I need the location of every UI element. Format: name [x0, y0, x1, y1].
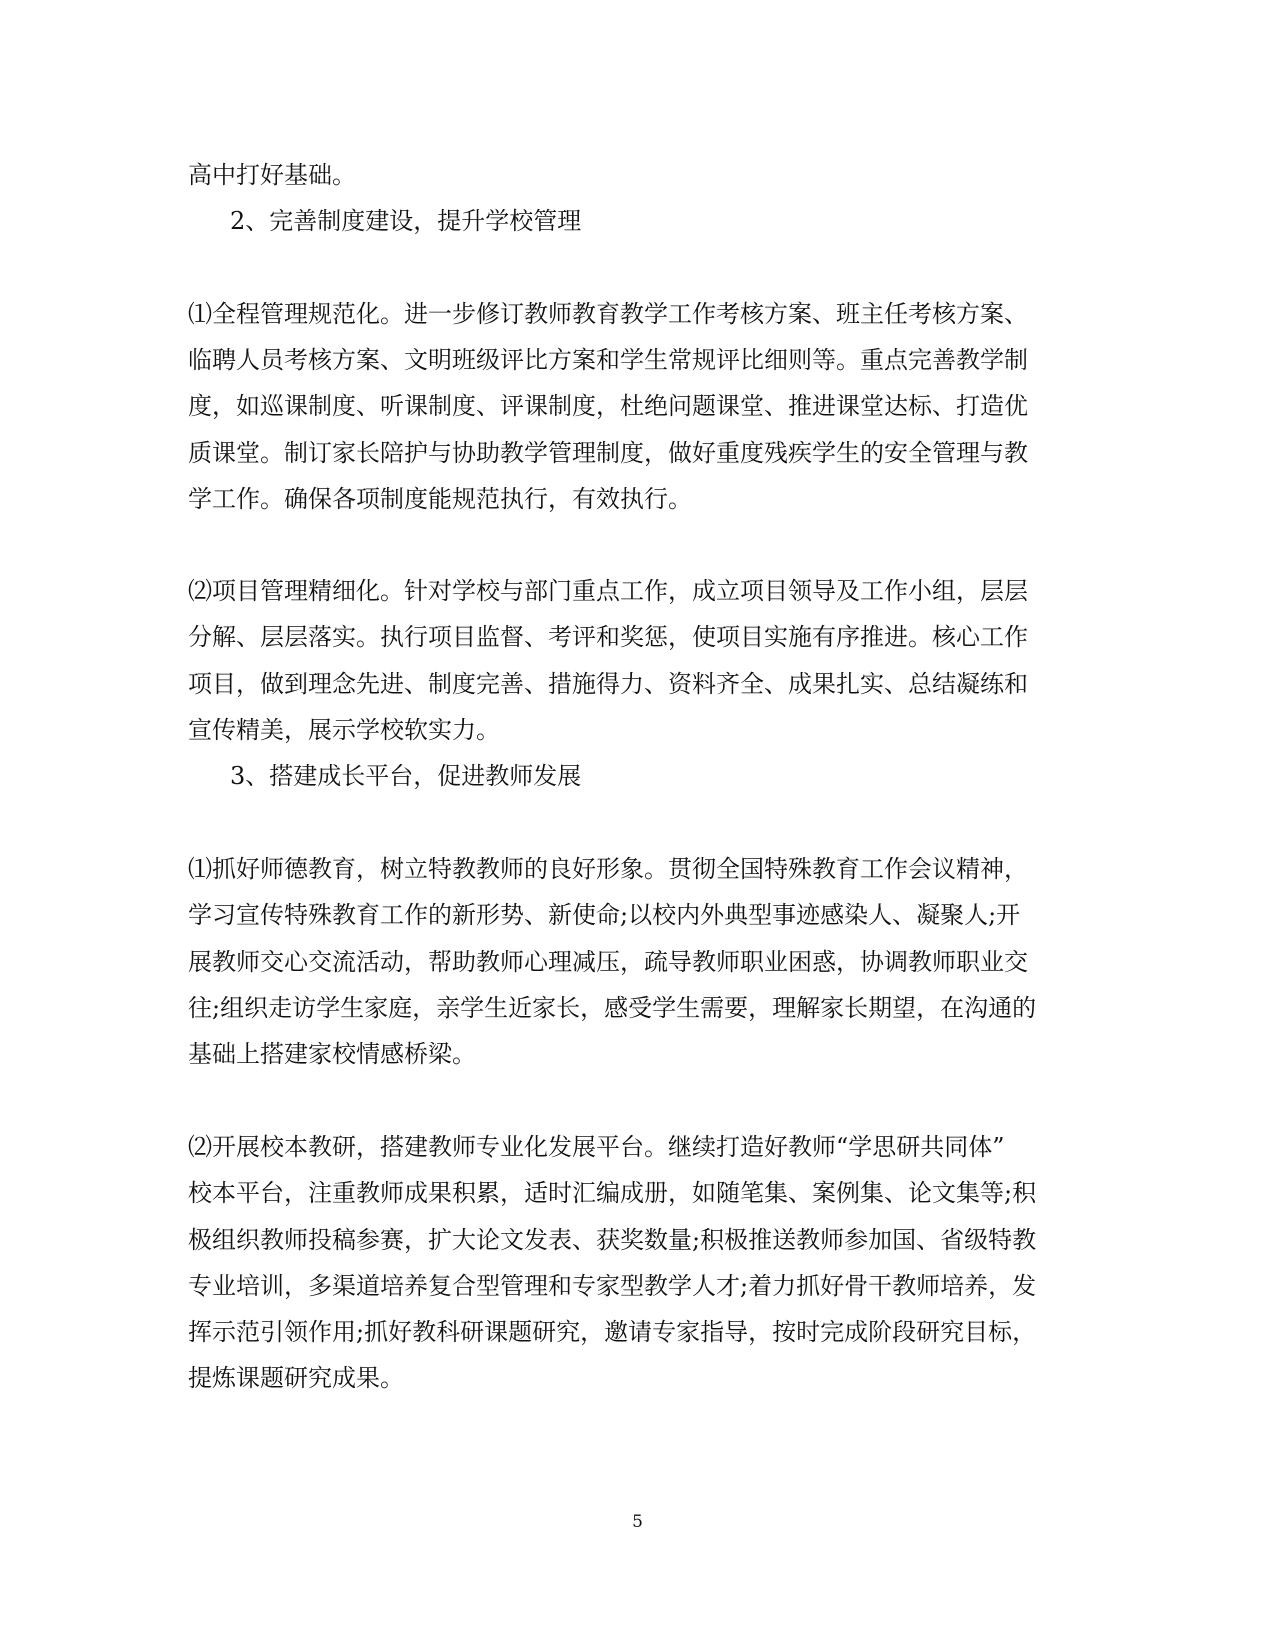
text-line: 质课堂。制订家长陪护与协助教学管理制度，做好重度残疾学生的安全管理与教	[188, 439, 1028, 467]
text-line: 挥示范引领作用;抓好教科研课题研究，邀请专家指导，按时完成阶段研究目标，	[188, 1318, 1037, 1346]
text-line: ⑴全程管理规范化。进一步修订教师教育教学工作考核方案、班主任考核方案、	[188, 300, 1028, 328]
text-line: 展教师交心交流活动，帮助教师心理减压，疏导教师职业困惑，协调教师职业交	[188, 948, 1028, 976]
section-heading: 3、搭建成长平台，促进教师发展	[230, 762, 582, 790]
text-line: 提炼课题研究成果。	[188, 1364, 404, 1392]
text-line: 度，如巡课制度、听课制度、评课制度，杜绝问题课堂、推进课堂达标、打造优	[188, 392, 1028, 420]
text-line: 极组织教师投稿参赛，扩大论文发表、获奖数量;积极推送教师参加国、省级特教	[188, 1226, 1037, 1254]
text-line: ⑵项目管理精细化。针对学校与部门重点工作，成立项目领导及工作小组，层层	[188, 577, 1028, 605]
text-line: 宣传精美，展示学校软实力。	[188, 716, 500, 744]
text-line: ⑴抓好师德教育，树立特教教师的良好形象。贯彻全国特殊教育工作会议精神，	[188, 855, 1028, 883]
text-line: 分解、层层落实。执行项目监督、考评和奖惩，使项目实施有序推进。核心工作	[188, 623, 1028, 651]
text-line: 学工作。确保各项制度能规范执行，有效执行。	[188, 485, 692, 513]
section-heading: 2、完善制度建设，提升学校管理	[230, 207, 582, 235]
text-line: 高中打好基础。	[188, 161, 356, 189]
text-line: 往;组织走访学生家庭，亲学生近家长，感受学生需要，理解家长期望，在沟通的	[188, 994, 1037, 1022]
text-line: 项目，做到理念先进、制度完善、措施得力、资料齐全、成果扎实、总结凝练和	[188, 670, 1028, 698]
text-line: 校本平台，注重教师成果积累，适时汇编成册，如随笔集、案例集、论文集等;积	[188, 1179, 1037, 1207]
text-line: 学习宣传特殊教育工作的新形势、新使命;以校内外典型事迹感染人、凝聚人;开	[188, 901, 1021, 929]
text-line: ⑵开展校本教研，搭建教师专业化发展平台。继续打造好教师“学思研共同体”	[188, 1133, 1005, 1161]
page-number: 5	[632, 1512, 643, 1532]
text-line: 专业培训，多渠道培养复合型管理和专家型教学人才;着力抓好骨干教师培养，发	[188, 1272, 1037, 1300]
text-line: 基础上搭建家校情感桥梁。	[188, 1040, 476, 1068]
text-line: 临聘人员考核方案、文明班级评比方案和学生常规评比细则等。重点完善教学制	[188, 346, 1028, 374]
